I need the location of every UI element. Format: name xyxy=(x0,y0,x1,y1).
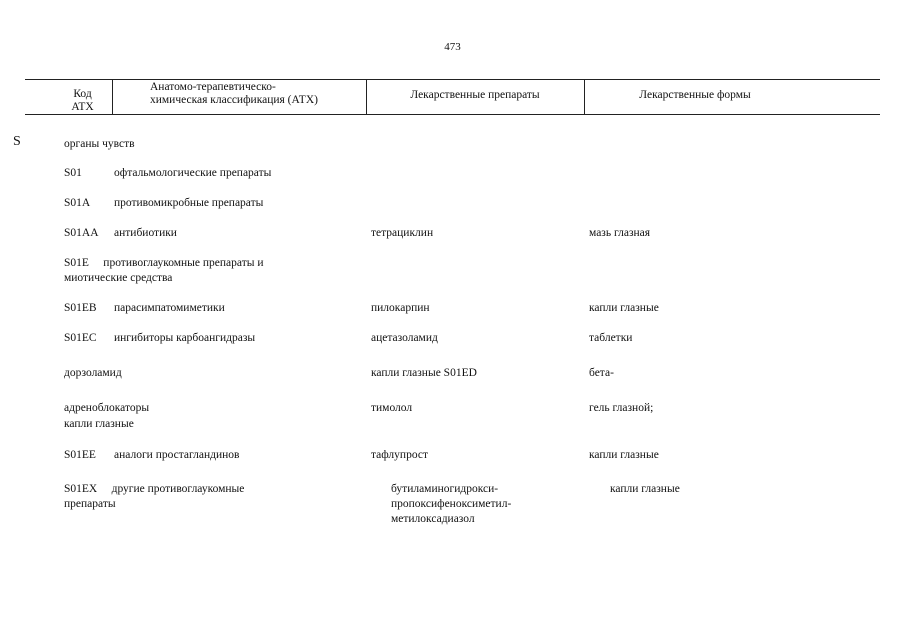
row-drug: ацетазоламид xyxy=(371,332,438,344)
row-drug-line3: метилоксадиазол xyxy=(391,513,475,525)
row-form: мазь глазная xyxy=(589,227,651,239)
section-letter: S xyxy=(13,134,21,149)
table-top-rule xyxy=(25,79,880,80)
row-text-line2: миотические средства xyxy=(64,272,173,284)
header-classification-line2: химическая классификация (АТХ) xyxy=(150,94,318,106)
row-code: S01EC xyxy=(64,332,97,344)
header-classification-line1: Анатомо-терапевтическо- xyxy=(150,81,276,93)
row-drug: тафлупрост xyxy=(371,449,428,461)
header-code xyxy=(60,88,105,114)
page-number: 473 xyxy=(444,41,461,53)
row-text-line1: S01EX другие противоглаукомные xyxy=(64,483,245,495)
row-drug: пилокарпин xyxy=(371,302,430,314)
row-text-line1: адреноблокаторы xyxy=(64,402,150,414)
row-text: офтальмологические препараты xyxy=(114,167,272,179)
row-form: таблетки xyxy=(589,332,633,344)
row-form: капли глазные xyxy=(610,483,680,495)
row-drug: тетрациклин xyxy=(371,227,434,239)
row-form: бета- xyxy=(589,367,614,379)
row-text: органы чувств xyxy=(64,138,135,150)
row-drug-line1: бутиламиногидрокси- xyxy=(391,483,499,495)
row-code: S01EE xyxy=(64,449,96,461)
row-text: ингибиторы карбоангидразы xyxy=(114,332,256,344)
table-header-bottom-rule xyxy=(25,114,880,115)
header-drugs: Лекарственные препараты xyxy=(410,89,540,101)
row-text: аналоги простагландинов xyxy=(114,449,240,461)
row-text: дорзоламид xyxy=(64,367,122,379)
header-code-line2: ATX xyxy=(71,101,94,113)
row-text-line2: капли глазные xyxy=(64,418,134,430)
header-classification xyxy=(150,81,320,107)
row-text-line1: S01E противоглаукомные препараты и xyxy=(64,257,264,269)
row-form: капли глазные xyxy=(589,449,659,461)
row-text: парасимпатомиметики xyxy=(114,302,225,314)
header-forms: Лекарственные формы xyxy=(639,89,751,101)
row-text: противомикробные препараты xyxy=(114,197,264,209)
row-text-line2: препараты xyxy=(64,498,116,510)
row-code: S01EB xyxy=(64,302,97,314)
header-code-line1: Код xyxy=(73,88,92,100)
row-drug-line2: пропоксифеноксиметил- xyxy=(391,498,512,510)
row-form: капли глазные xyxy=(589,302,659,314)
column-divider xyxy=(112,79,113,114)
row-form: гель глазной; xyxy=(589,402,654,414)
row-code: S01AA xyxy=(64,227,99,239)
row-code: S01A xyxy=(64,197,91,209)
row-code: S01 xyxy=(64,167,82,179)
row-drug: капли глазные S01ED xyxy=(371,367,477,379)
row-text: антибиотики xyxy=(114,227,177,239)
row-drug: тимолол xyxy=(371,402,413,414)
